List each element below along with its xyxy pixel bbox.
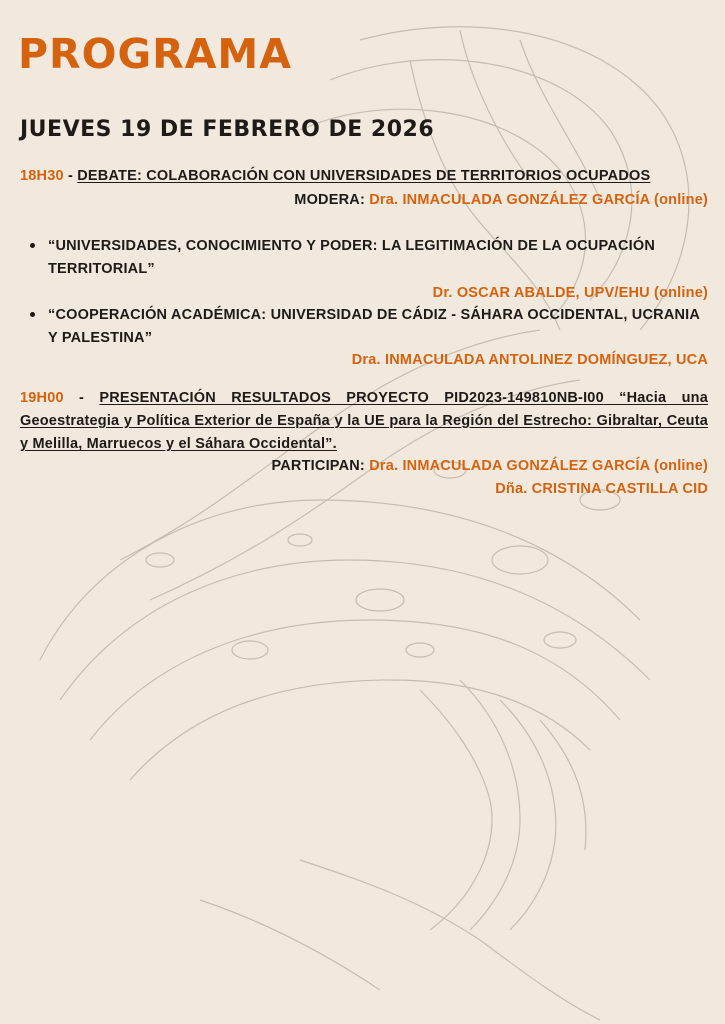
debate-separator: -	[63, 168, 78, 184]
debate-title: DEBATE: COLABORACIÓN CON UNIVERSIDADES DE TERRITORIOS OCUPADOS	[77, 168, 651, 184]
project-participants	[20, 458, 708, 474]
participant-2: Dña. CRISTINA CASTILLA CID	[495, 481, 708, 497]
talks-list	[20, 235, 708, 281]
project-subtitle: “Hacia una Geoestrategia y Política Exterior de España y la UE para la Región del Estrecho: Gibraltar, Ceuta y Melilla, Marruecos y el Sáhara Occidental”.	[20, 390, 708, 452]
project-title: PRESENTACIÓN RESULTADOS PROYECTO PID2023-149810NB-I00	[99, 390, 604, 406]
moderator-name: Dra. INMACULADA GONZÁLEZ GARCÍA (online)	[369, 192, 708, 208]
list-item	[20, 235, 708, 281]
debate-moderator	[20, 192, 708, 208]
event-date: JUEVES 19 DE FEBRERO DE 2026	[20, 117, 435, 142]
talk-title: “COOPERACIÓN ACADÉMICA: UNIVERSIDAD DE CÁDIZ - SÁHARA OCCIDENTAL, UCRANIA Y PALESTINA”	[48, 307, 700, 346]
participants-label: PARTICIPAN:	[271, 458, 365, 474]
talk-speaker: Dra. INMACULADA ANTOLINEZ DOMÍNGUEZ, UCA	[351, 352, 708, 368]
project-time: 19H00	[20, 390, 64, 406]
talks-list-2	[20, 304, 708, 350]
list-item	[20, 304, 708, 350]
page-title: PROGRAMA	[18, 30, 292, 78]
talk-speaker: Dr. OSCAR ABALDE, UPV/EHU (online)	[432, 285, 708, 301]
participant-1: Dra. INMACULADA GONZÁLEZ GARCÍA (online)	[369, 458, 708, 474]
moderator-label: MODERA:	[294, 192, 365, 208]
project-separator: -	[63, 390, 100, 406]
talk-title: “UNIVERSIDADES, CONOCIMIENTO Y PODER: LA LEGITIMACIÓN DE LA OCUPACIÓN TERRITORIAL”	[48, 238, 655, 277]
debate-heading	[20, 168, 708, 184]
project-block	[20, 387, 708, 456]
debate-time: 18H30	[20, 168, 64, 184]
